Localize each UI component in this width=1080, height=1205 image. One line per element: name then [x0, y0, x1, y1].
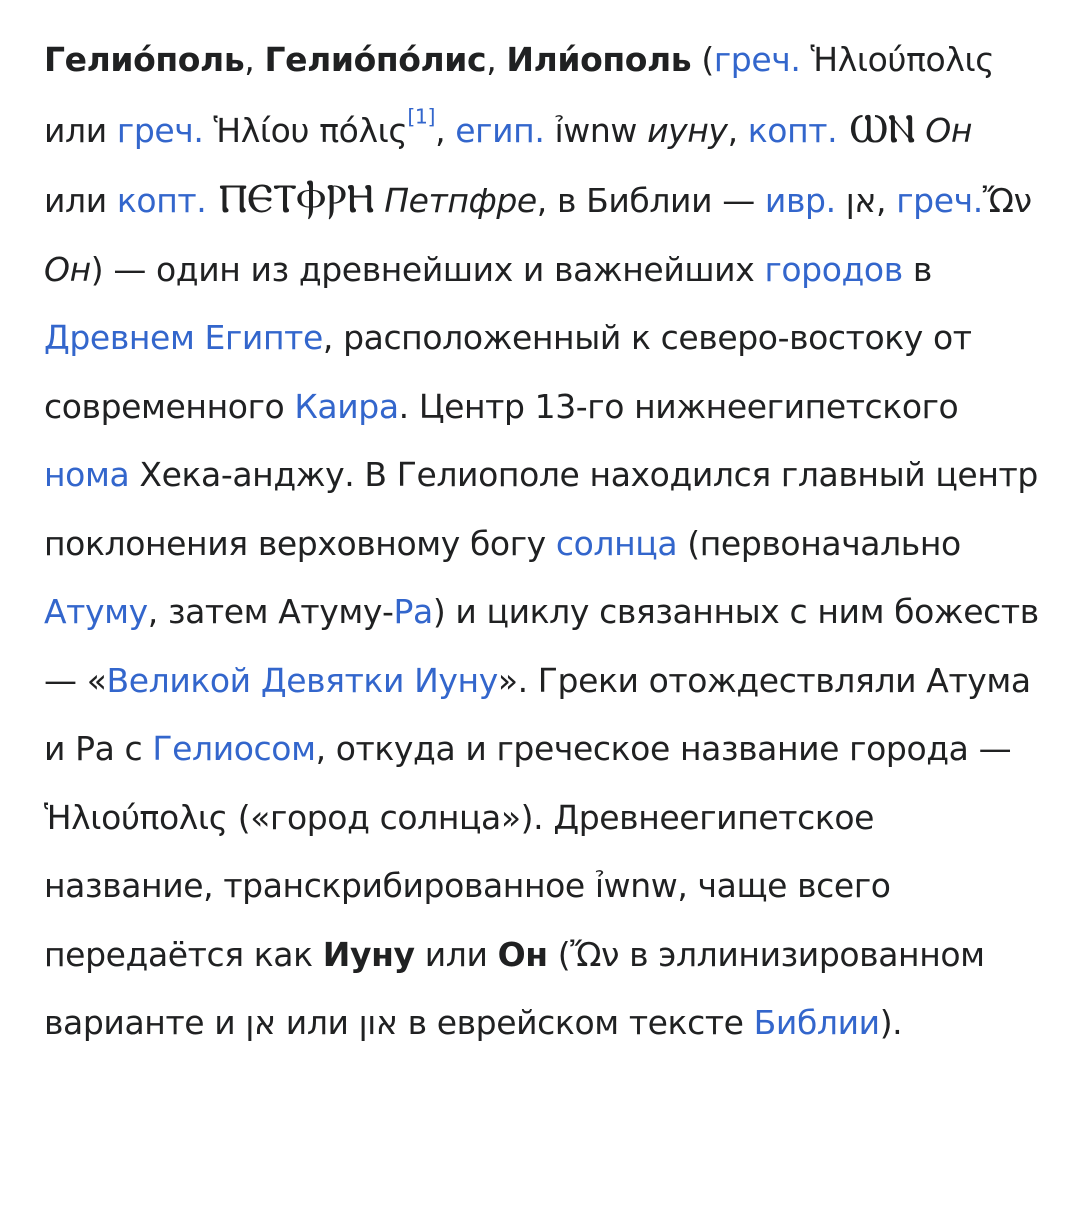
link-greek-lang[interactable]: греч. [896, 181, 983, 220]
article-lead-paragraph [44, 26, 1044, 1058]
text: (Ὤν в эллинизированном варианте и אן или און в еврейском тексте [44, 934, 985, 1042]
term-heliopolis: Гелио́поль [44, 40, 245, 79]
link-ancient-egypt[interactable]: Древнем Египте [44, 318, 323, 357]
coptic-name: ⲰⲚ [837, 105, 916, 152]
text: ) — один из древнейших и важнейших [90, 249, 765, 289]
egyptian-transliteration: ỉwnw [544, 110, 648, 150]
text: , [727, 110, 748, 150]
text: ». Греки отождествляли Атума и Ра с [44, 660, 1031, 768]
text: или [44, 181, 117, 220]
text [915, 111, 925, 150]
text: , откуда и греческое название города — Ἡλιούπολις («город солнца»). Древнеегипетское название, транскрибированное ỉwnw, чаще всего передаётся как [44, 729, 1012, 974]
link-cities[interactable]: городов [764, 249, 903, 289]
text: , затем Атуму- [147, 592, 394, 631]
egyptian-reading: иуну [647, 110, 728, 150]
text: или [414, 934, 498, 974]
coptic-name: ⲠⲈⲦⲪⲢⲎ [206, 176, 375, 222]
text [374, 181, 384, 220]
term-heliopolis-alt: Гелио́по́лис [264, 40, 487, 79]
link-sun[interactable]: солнца [555, 523, 678, 563]
term-iunu: Иуну [322, 934, 415, 974]
hebrew-name: אן, [835, 181, 897, 220]
text: , [435, 110, 456, 150]
link-cairo[interactable]: Каира [294, 386, 399, 426]
coptic-reading: Петпфре [384, 181, 537, 220]
greek-reading: Он [44, 249, 91, 289]
link-ennead[interactable]: Великой Девятки Иуну [106, 660, 498, 700]
text: в [902, 249, 932, 289]
link-bible[interactable]: Библии [753, 1003, 880, 1042]
text: ( [691, 40, 714, 79]
greek-name: Ἡλίου πόλις [203, 110, 408, 150]
greek-name: Ἡλιούπολις [800, 40, 995, 79]
link-helios[interactable]: Гелиосом [152, 729, 316, 768]
link-reference-1[interactable]: [1] [407, 104, 436, 129]
link-greek-lang[interactable]: греч. [713, 40, 801, 79]
term-on: Он [497, 934, 548, 974]
text: , [486, 40, 507, 79]
link-coptic-lang[interactable]: копт. [116, 181, 207, 220]
link-egyptian-lang[interactable]: егип. [455, 110, 545, 150]
coptic-reading: Он [925, 110, 973, 150]
text: или [44, 110, 117, 150]
link-greek-lang[interactable]: греч. [116, 110, 204, 150]
link-coptic-lang[interactable]: копт. [747, 110, 838, 150]
link-atum[interactable]: Атуму [44, 592, 148, 631]
text: , в Библии — [536, 181, 765, 220]
link-ra[interactable]: Ра [393, 592, 433, 631]
term-iliopol-part: оль [624, 40, 692, 79]
text: , [244, 40, 265, 79]
link-hebrew-lang[interactable]: ивр. [764, 181, 836, 220]
text: ). [879, 1003, 903, 1042]
text: ) и циклу связанных с ним божеств — « [44, 592, 1039, 700]
reference-1[interactable] [407, 104, 435, 128]
term-iliopol-part: Или́оп [506, 40, 625, 79]
term-iliopol [506, 40, 691, 79]
greek-name: Ὤν [982, 181, 1032, 220]
link-nome[interactable]: нома [44, 455, 130, 494]
text: , расположенный к северо-востоку от современного [44, 318, 972, 426]
text: Хека-анджу. В Гелиополе находился главный центр поклонения верховному богу [44, 455, 1038, 563]
text: . Центр 13-го нижнеегипетского [398, 386, 959, 426]
text: (первоначально [677, 523, 961, 563]
